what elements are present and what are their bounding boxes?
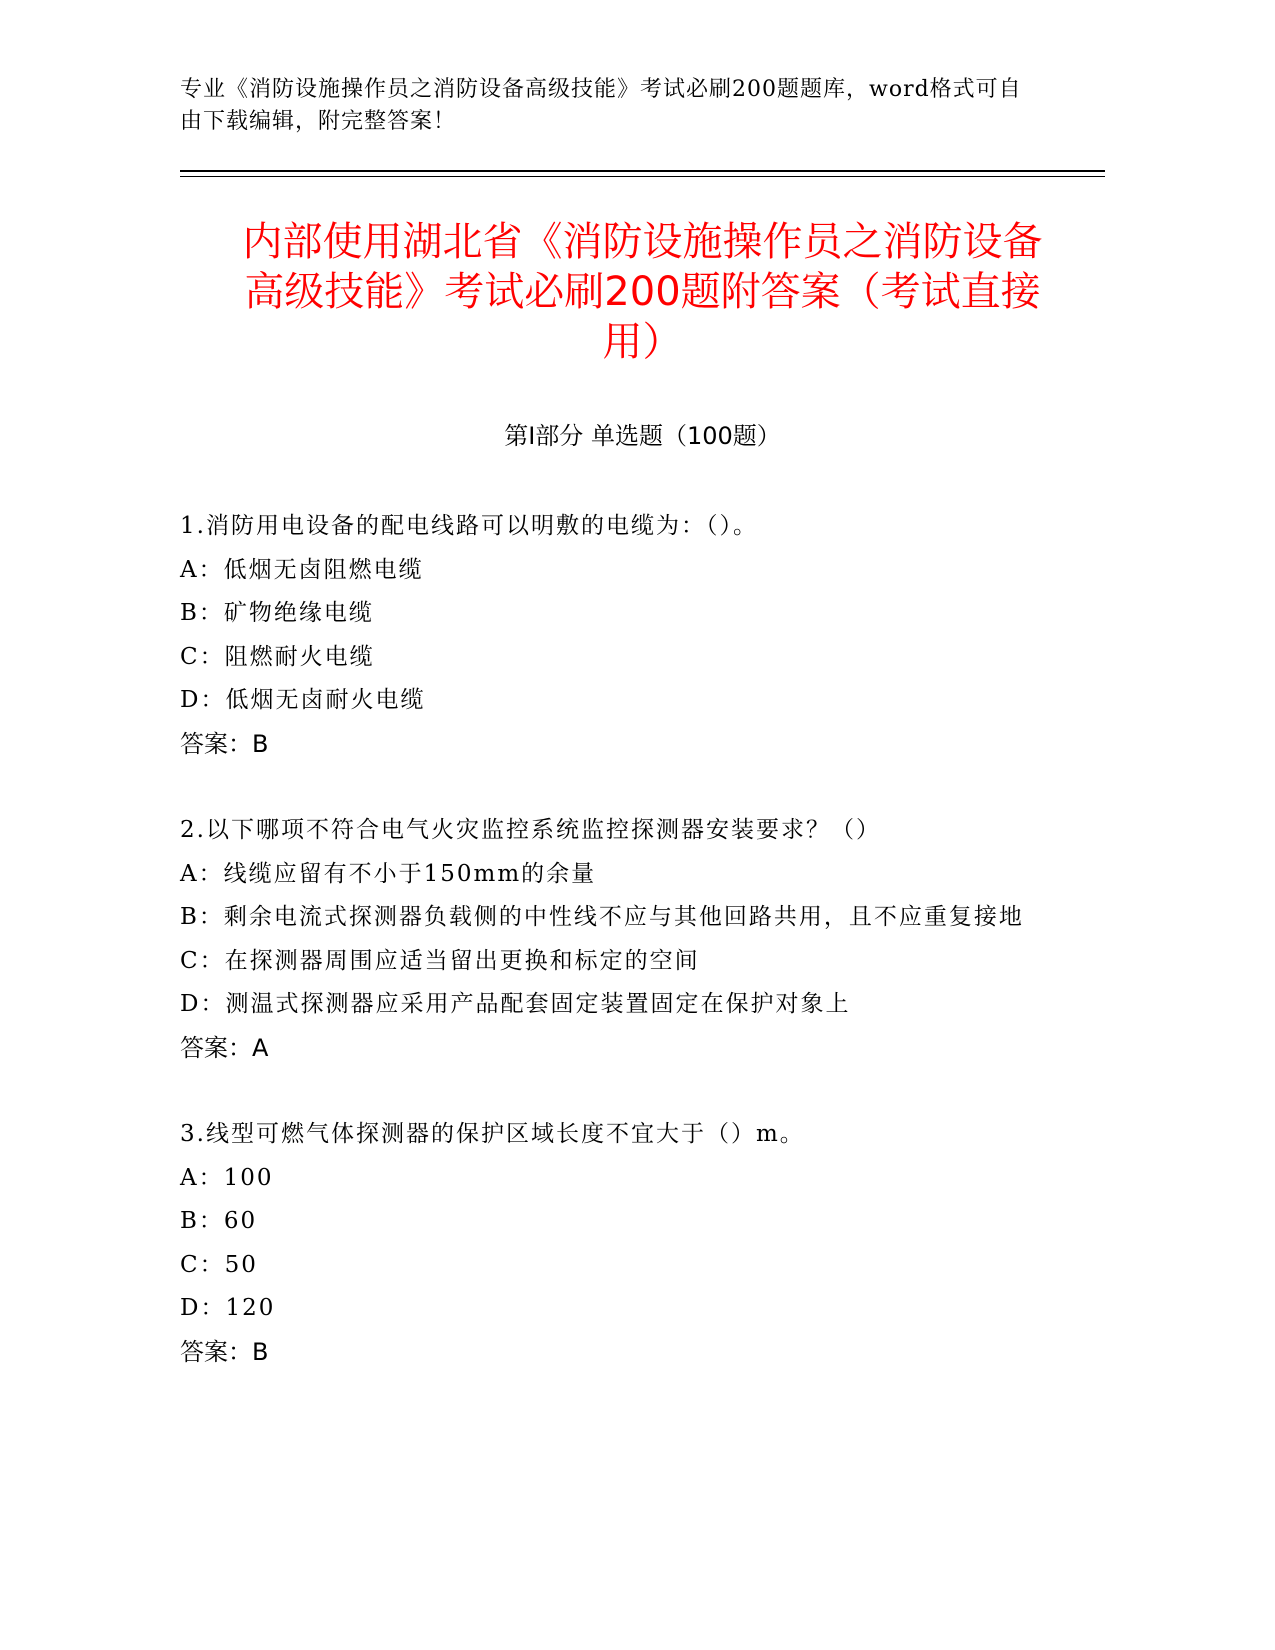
question-1 xyxy=(180,505,1040,766)
option-a: A：100 xyxy=(180,1164,274,1191)
answer: 答案：A xyxy=(180,1033,269,1062)
option-d: D：低烟无卤耐火电缆 xyxy=(180,687,426,713)
question-2 xyxy=(180,809,1040,1070)
option-d: D：120 xyxy=(180,1295,276,1321)
option-b: B：60 xyxy=(180,1208,258,1234)
option-a: A：低烟无卤阻燃电缆 xyxy=(180,556,424,583)
question-3 xyxy=(180,1113,1040,1374)
option-b: B：矿物绝缘电缆 xyxy=(180,600,374,626)
option-d: D：测温式探测器应采用产品配套固定装置固定在保护对象上 xyxy=(180,991,851,1017)
option-c: C：在探测器周围应适当留出更换和标定的空间 xyxy=(180,947,700,974)
answer: 答案：B xyxy=(180,1337,269,1366)
header-rule-thick xyxy=(180,170,1105,172)
question-stem: 1.消防用电设备的配电线路可以明敷的电缆为：（）。 xyxy=(180,513,758,539)
answer: 答案：B xyxy=(180,729,269,758)
option-a: A：线缆应留有不小于150mm的余量 xyxy=(180,860,597,887)
document-title: 内部使用湖北省《消防设施操作员之消防设备高级技能》考试必刷200题附答案（考试直接用） xyxy=(242,219,1043,365)
option-c: C：阻燃耐火电缆 xyxy=(180,643,375,670)
section-title: 第I部分 单选题（100题） xyxy=(504,422,781,450)
question-stem: 2.以下哪项不符合电气火灾监控系统监控探测器安装要求？（） xyxy=(180,817,881,843)
header-rule-thin xyxy=(180,176,1105,177)
question-list xyxy=(180,505,1040,1417)
option-c: C：50 xyxy=(180,1251,258,1278)
header-note: 专业《消防设施操作员之消防设备高级技能》考试必刷200题题库，word格式可自由下载编辑，附完整答案！ xyxy=(180,77,1022,134)
option-b: B：剩余电流式探测器负载侧的中性线不应与其他回路共用，且不应重复接地 xyxy=(180,904,1024,930)
question-stem: 3.线型可燃气体探测器的保护区域长度不宜大于（）m。 xyxy=(180,1121,805,1147)
